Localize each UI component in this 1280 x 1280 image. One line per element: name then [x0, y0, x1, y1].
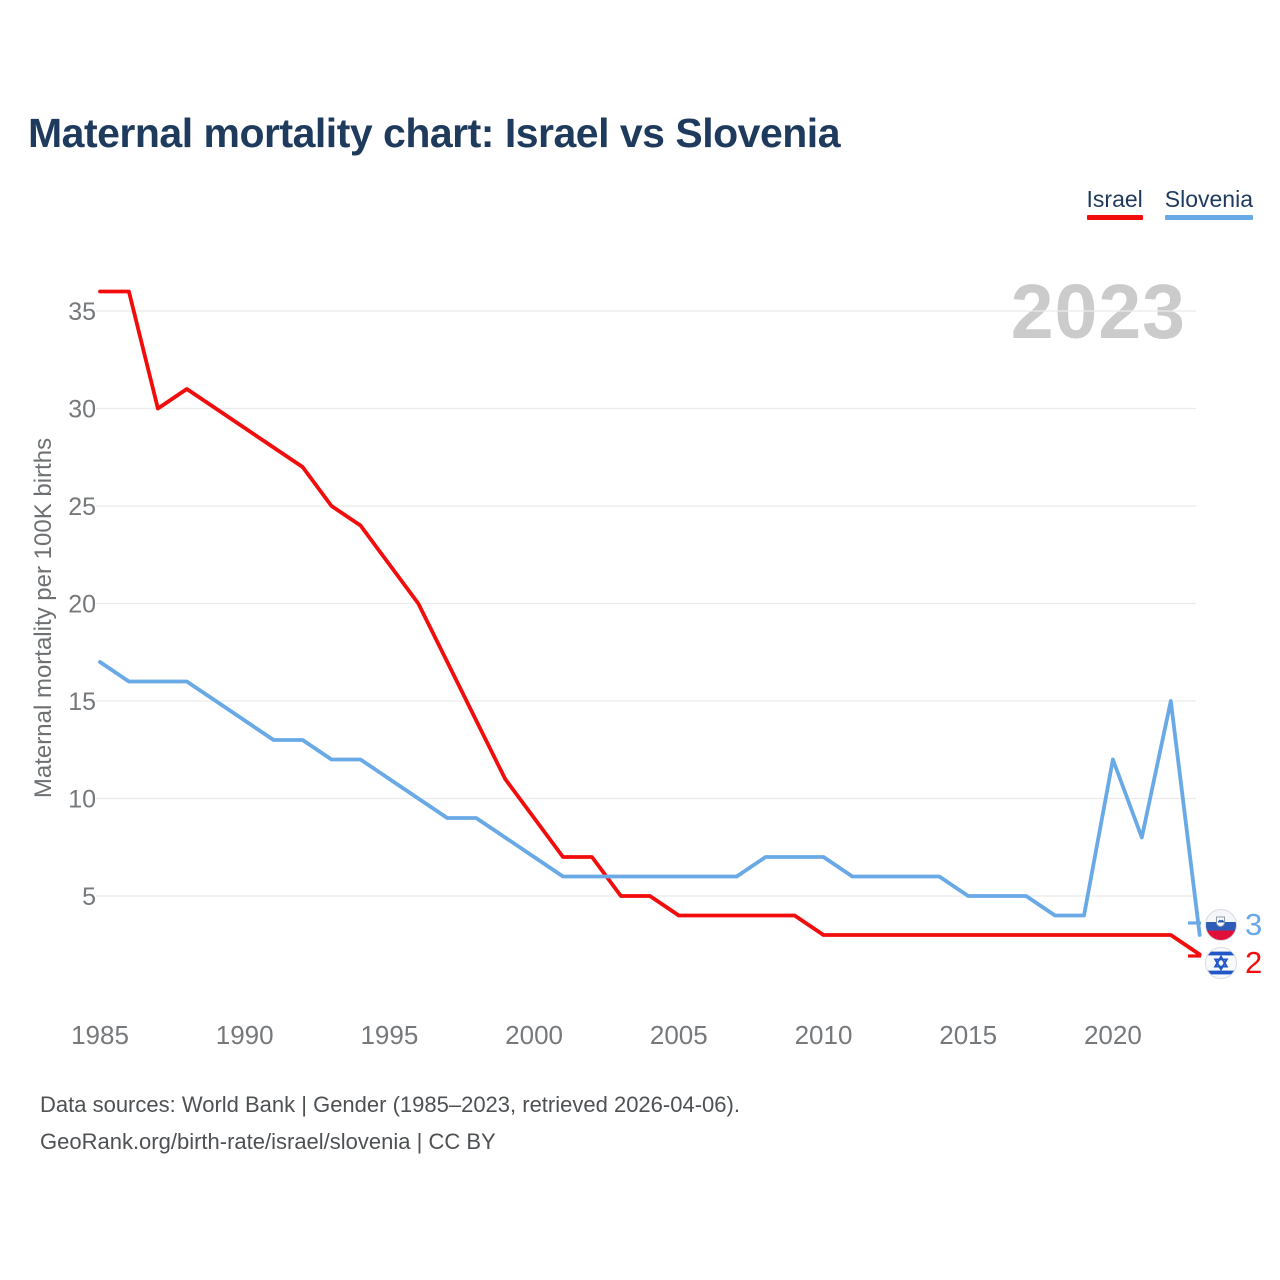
y-tick-label: 20 — [68, 590, 96, 619]
x-tick-label: 2005 — [649, 1020, 708, 1050]
watermark-year: 2023 — [1010, 269, 1186, 355]
slovenia-end-value: 3 — [1245, 907, 1263, 942]
legend-label-slovenia: Slovenia — [1164, 186, 1253, 212]
y-axis-title: Maternal mortality per 100K births — [30, 437, 57, 799]
y-tick-label: 35 — [68, 298, 96, 326]
slovenia-end-marker — [1205, 909, 1262, 941]
footer-sources: Data sources: World Bank | Gender (1985–2023, retrieved 2026-04-06). — [40, 1092, 740, 1117]
y-tick-label: 15 — [68, 688, 96, 716]
legend-label-israel: Israel — [1086, 186, 1143, 212]
israel-end-value: 2 — [1245, 945, 1263, 980]
x-tick-label: 2000 — [505, 1020, 564, 1050]
x-tick-label: 2015 — [939, 1020, 998, 1050]
x-tick-label: 1985 — [71, 1020, 129, 1050]
israel-line — [100, 292, 1200, 955]
y-tick-label: 10 — [68, 785, 96, 814]
page-title: Maternal mortality chart: Israel vs Slovenia — [28, 110, 840, 156]
x-tick-label: 1990 — [215, 1020, 274, 1050]
y-tick-label: 5 — [82, 883, 96, 911]
footer — [40, 1086, 740, 1160]
y-tick-label: 25 — [68, 493, 96, 521]
y-tick-label: 30 — [68, 395, 96, 424]
israel-flag-icon — [1205, 947, 1237, 979]
x-tick-label: 1995 — [360, 1020, 419, 1050]
israel-end-marker — [1205, 947, 1262, 979]
footer-attribution: GeoRank.org/birth-rate/israel/slovenia | CC BY — [40, 1129, 496, 1154]
slovenia-flag-icon — [1205, 909, 1237, 941]
x-tick-label: 2010 — [794, 1020, 853, 1050]
x-tick-label: 2020 — [1083, 1020, 1142, 1050]
